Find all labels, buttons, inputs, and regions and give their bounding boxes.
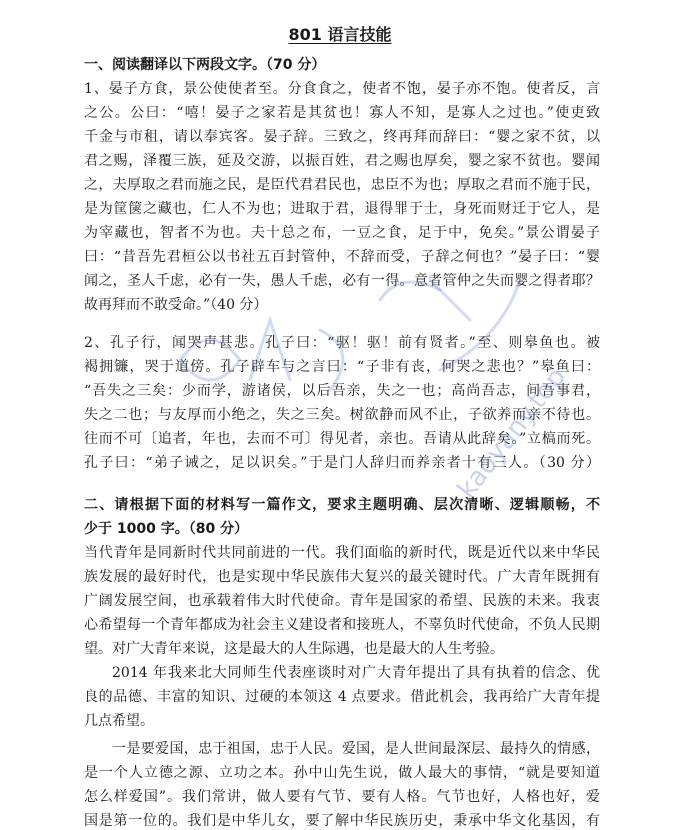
section-heading-reading: 一、阅读翻译以下两段文字。（70 分） <box>84 57 326 73</box>
material-line: 国是第一位的。我们是中华儿女，要了解中华民族历史，秉承中华文化基因，有 <box>84 813 600 829</box>
material-line: 怎么样爱国”。我们常讲，做人要有气节、要有人格。气节也好，人格也好，爱 <box>84 789 600 805</box>
passage-line: 往而不可〔追者，年也，去而不可〕得见者，亲也。吾请从此辞矣。”立槁而死。 <box>84 431 600 447</box>
material-line: 族发展的最好时代，也是实现中华民族伟大复兴的最关键时代。广大青年既拥有 <box>84 569 600 585</box>
watermark-text: kaoyany.top <box>451 362 573 505</box>
material-line: 良的品德、丰富的知识、过硬的本领这 4 点要求。借此机会，我再给广大青年提 <box>84 689 600 705</box>
section-heading-essay-cont: 少于 1000 字。（80 分） <box>84 521 249 537</box>
passage-line: 千金与市租，请以奉宾客。晏子辞。三致之，终再拜而辞曰：“婴之家不贫，以 <box>84 129 600 145</box>
passage-line: 2、孔子行，闻哭声甚悲。孔子曰：“驱！驱！前有贤者。”至、则皋鱼也。被 <box>84 335 600 351</box>
material-line: 广阔发展空间，也承载着伟大时代使命。青年是国家的希望、民族的未来。我衷 <box>84 593 600 609</box>
passage-line: 孔子曰：“弟子诫之，足以识矣。”于是门人辞归而养亲者十有三人。（30 分） <box>84 455 600 471</box>
page-title: 801 语言技能 <box>288 25 392 44</box>
material-line: 心希望每一个青年都成为社会主义建设者和接班人，不辜负时代使命，不负人民期 <box>84 617 600 633</box>
passage-line: 为宰藏也，智者不为也。夫十总之布，一豆之食，足于中，免矣。”景公谓晏子 <box>84 225 600 241</box>
passage-line: 之公。公曰：“嘻！晏子之家若是其贫也！寡人不知，是寡人之过也。”使吏致 <box>84 105 600 121</box>
passage-line: 之，夫厚取之君而施之民，是臣代君君民也，忠臣不为也；厚取之君而不施于民， <box>84 177 600 193</box>
passage-line: 1、晏子方食，景公使使者至。分食食之，使者不饱，晏子亦不饱。使者反，言 <box>84 81 600 97</box>
passage-line: 失之二也；与友厚而小绝之，失之三矣。树欲静而风不止，子欲养而亲不待也。 <box>84 407 600 423</box>
section-heading-essay: 二、请根据下面的材料写一篇作文，要求主题明确、层次清晰、逻辑顺畅，不 <box>84 497 600 513</box>
material-line: 是一个人立德之源、立功之本。孙中山先生说，做人最大的事情，“就是要知道 <box>84 765 600 781</box>
material-line: 当代青年是同新时代共同前进的一代。我们面临的新时代，既是近代以来中华民 <box>84 545 600 561</box>
material-line: 望。对广大青年来说，这是最大的人生际遇，也是最大的人生考验。 <box>84 641 504 657</box>
passage-line: 曰：“昔吾先君桓公以书社五百封管仲，不辞而受，子辞之何也？”晏子曰：“婴 <box>84 249 600 265</box>
passage-line: 闻之，圣人千虑，必有一失，愚人千虑，必有一得。意者管仲之失而婴之得者耶？ <box>84 273 600 289</box>
passage-line: 褐拥镰，哭于道傍。孔子辟车与之言曰：“子非有丧，何哭之悲也？”皋鱼曰： <box>84 359 600 375</box>
passage-line: “吾失之三矣：少而学，游诸侯，以后吾亲，失之一也；高尚吾志，间吾事君， <box>84 383 600 399</box>
material-line: 几点希望。 <box>84 713 154 729</box>
material-line: 2014 年我来北大同师生代表座谈时对广大青年提出了具有执着的信念、优 <box>112 665 600 681</box>
material-line: 一是要爱国，忠于祖国，忠于人民。爱国，是人世间最深层、最持久的情感， <box>112 741 600 757</box>
passage-line: 故再拜而不敢受命。”（40 分） <box>84 297 268 313</box>
passage-line: 是为筐箧之藏也，仁人不为也；进取于君，退得罪于士，身死而财迁于它人，是 <box>84 201 600 217</box>
passage-line: 君之赐，泽覆三族，延及交游，以振百姓，君之赐也厚矣，婴之家不贫也。婴闻 <box>84 153 600 169</box>
